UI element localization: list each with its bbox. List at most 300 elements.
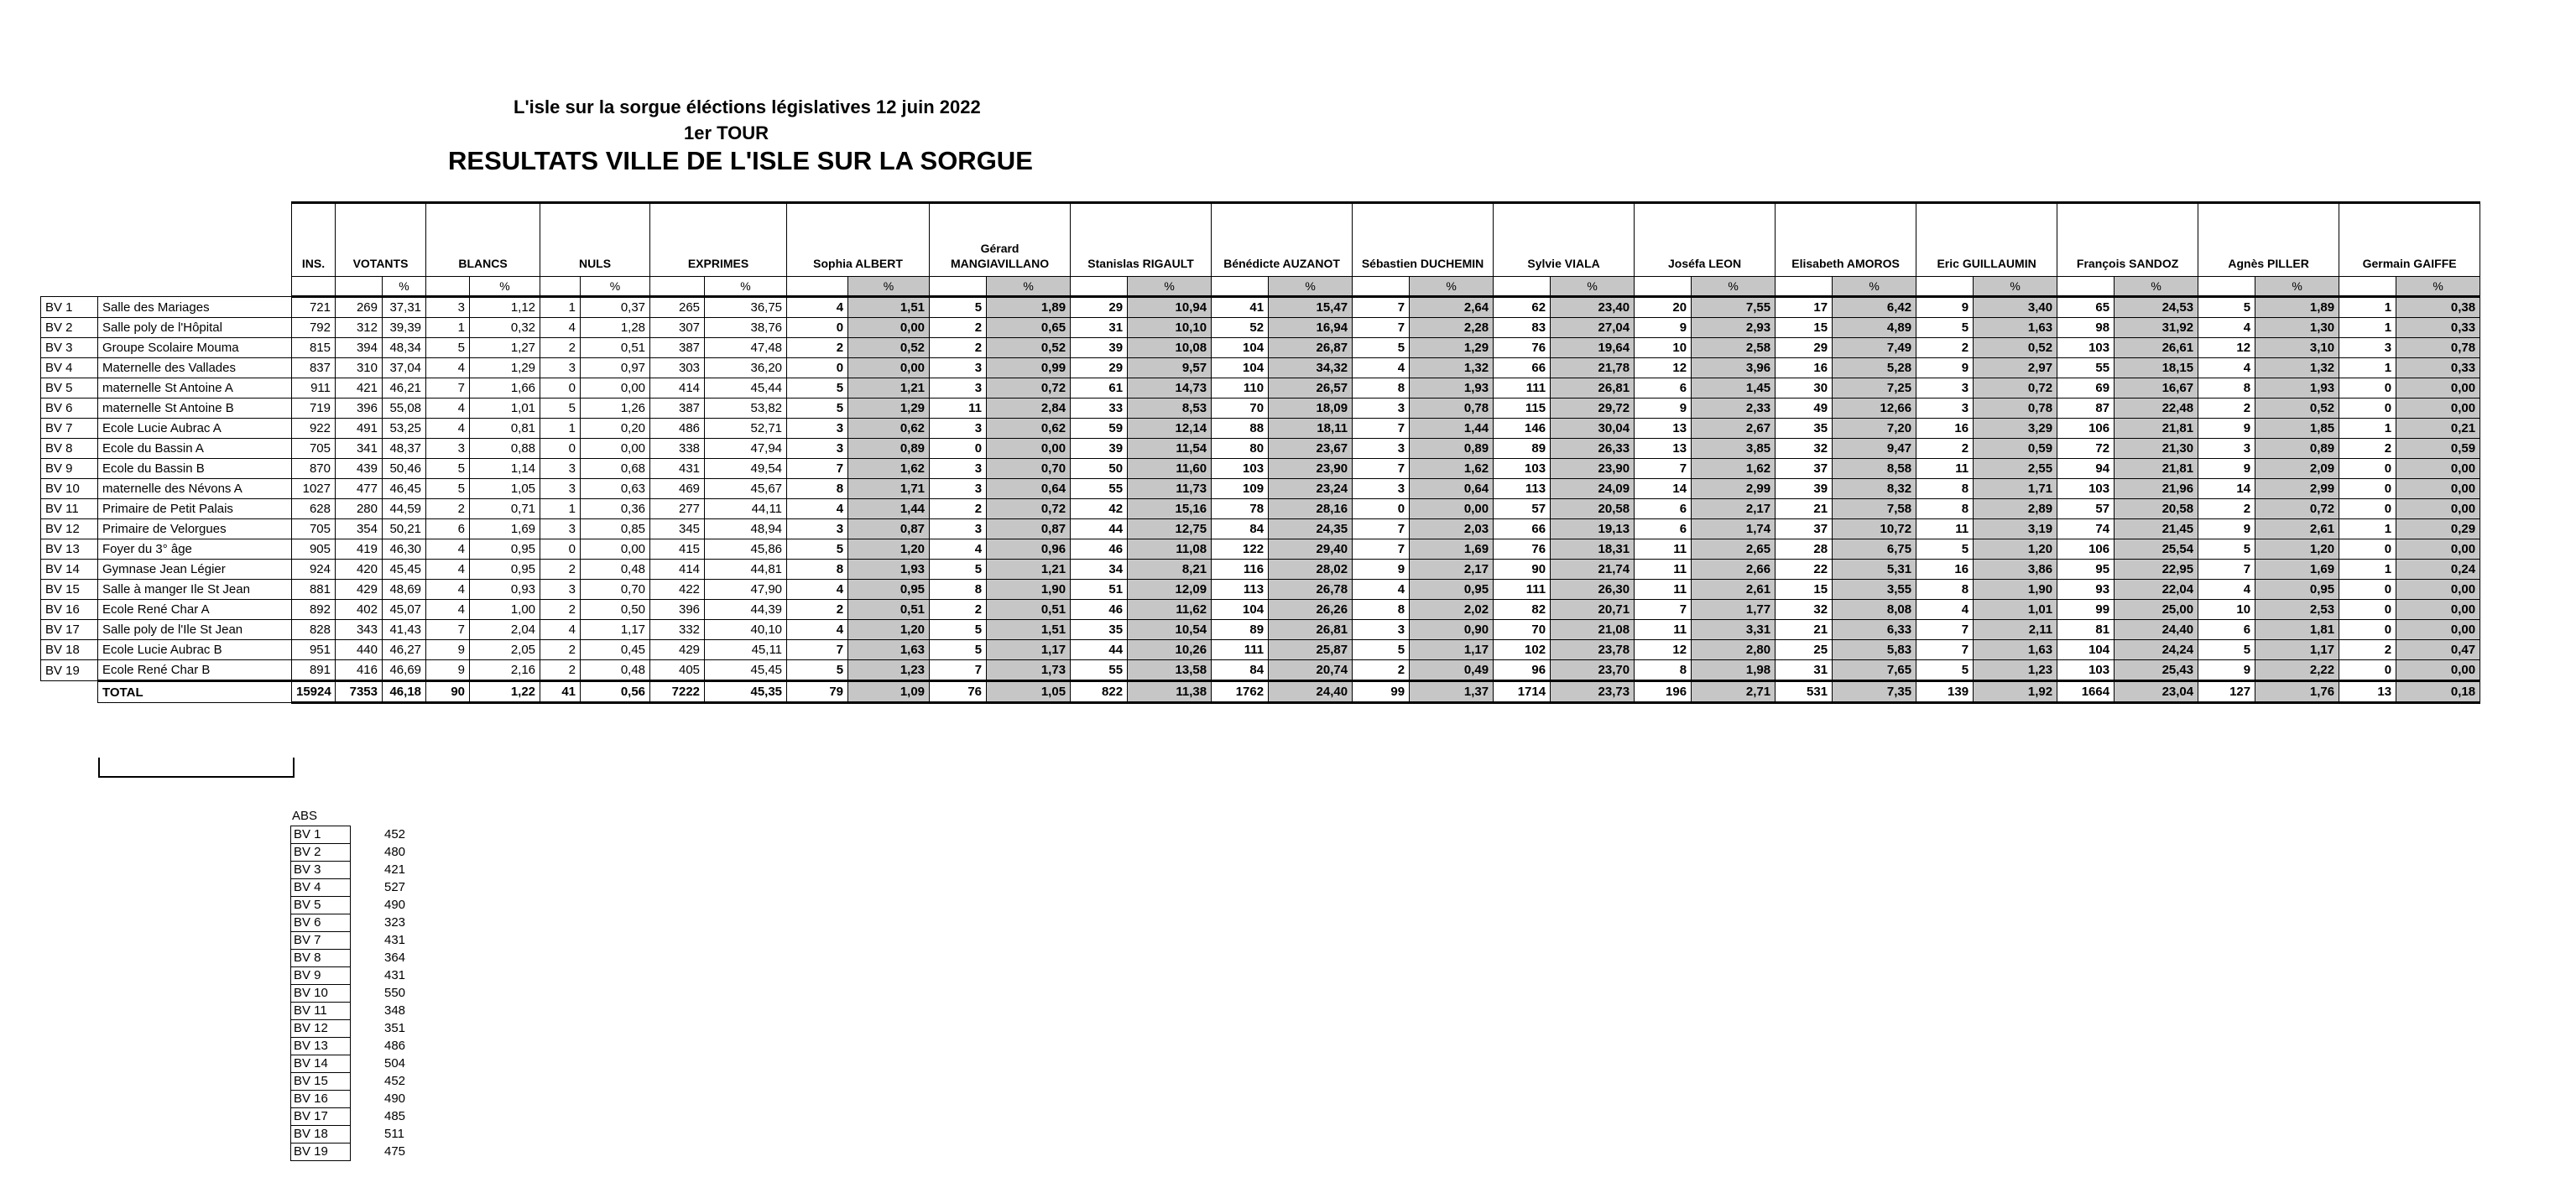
table-cell: 1,71 (848, 479, 930, 499)
table-cell: 6,75 (1833, 539, 1916, 560)
table-cell: 10 (1635, 338, 1692, 358)
table-cell: 26,81 (1551, 378, 1635, 399)
table-cell: 113 (1212, 580, 1269, 600)
abstention-row (291, 1091, 438, 1108)
table-cell: 8 (1635, 660, 1692, 681)
table-cell: 66 (1494, 358, 1551, 378)
table-cell: 3 (540, 519, 581, 539)
table-cell: 4,89 (1833, 318, 1916, 338)
table-cell: 19,64 (1551, 338, 1635, 358)
table-cell: 12 (2198, 338, 2255, 358)
table-cell: 80 (1212, 439, 1269, 459)
table-cell: 892 (292, 600, 336, 620)
table-cell: 1,32 (1410, 358, 1494, 378)
table-cell: 46,21 (383, 378, 426, 399)
table-cell: 1,01 (470, 399, 540, 419)
table-cell: 5 (930, 297, 987, 318)
table-cell: 0,78 (1410, 399, 1494, 419)
table-cell: 1,44 (848, 499, 930, 519)
bureau-id: BV 7 (41, 419, 98, 439)
table-cell: 0,00 (2396, 580, 2480, 600)
header-spacer (41, 277, 98, 297)
table-cell: 5,28 (1833, 358, 1916, 378)
table-cell: 1,63 (1974, 640, 2057, 660)
table-cell: 7 (1353, 519, 1410, 539)
table-cell: 3,31 (1692, 620, 1776, 640)
table-cell: 39 (1776, 479, 1833, 499)
table-cell: 0,49 (1410, 660, 1494, 681)
table-cell: 29 (1071, 358, 1128, 378)
subheader-pct: % (987, 277, 1071, 297)
table-cell: 3,19 (1974, 519, 2057, 539)
table-cell: 96 (1494, 660, 1551, 681)
table-cell: 1,14 (470, 459, 540, 479)
table-cell: 70 (1212, 399, 1269, 419)
table-cell: 1,17 (581, 620, 650, 640)
table-row (41, 419, 2576, 439)
table-cell: 22 (1776, 560, 1833, 580)
subheader-pct: % (848, 277, 930, 297)
table-cell: 5 (1916, 660, 1974, 681)
total-cell: 13 (2339, 681, 2396, 703)
table-cell: 49 (1776, 399, 1833, 419)
bureau-id: BV 13 (41, 539, 98, 560)
subheader-empty (2198, 277, 2255, 297)
abstention-count: 452 (384, 827, 406, 841)
header-ins: INS. (292, 203, 336, 277)
table-cell: 9 (1916, 297, 1974, 318)
table-cell: 5 (930, 640, 987, 660)
table-cell: 905 (292, 539, 336, 560)
table-cell: 0,00 (2396, 539, 2480, 560)
table-cell: 1,77 (1692, 600, 1776, 620)
table-cell: 0 (2339, 399, 2396, 419)
table-cell: 9,47 (1833, 439, 1916, 459)
table-cell: 94 (2057, 459, 2115, 479)
table-cell: 1,12 (470, 297, 540, 318)
table-cell: 34,32 (1269, 358, 1353, 378)
table-cell: 439 (336, 459, 383, 479)
table-cell: 57 (2057, 499, 2115, 519)
total-cell: 0,56 (581, 681, 650, 703)
table-cell: 2 (930, 600, 987, 620)
abstention-row (291, 1108, 438, 1126)
table-cell: 11 (1635, 560, 1692, 580)
table-cell: 429 (336, 580, 383, 600)
table-cell: 2,80 (1692, 640, 1776, 660)
table-cell: 3 (930, 519, 987, 539)
table-cell: 5 (787, 539, 848, 560)
table-cell: 0,48 (581, 560, 650, 580)
abstention-count: 511 (384, 1127, 404, 1141)
table-cell: 39 (1071, 338, 1128, 358)
table-cell: 1,89 (2255, 297, 2339, 318)
table-cell: 1,62 (848, 459, 930, 479)
table-cell: 0,63 (581, 479, 650, 499)
abstention-row (291, 1073, 438, 1091)
abstention-row (291, 897, 438, 914)
table-cell: 9 (426, 640, 470, 660)
total-cell: 76 (930, 681, 987, 703)
candidate-header: Bénédicte AUZANOT (1212, 203, 1353, 277)
table-cell: 0,38 (2396, 297, 2480, 318)
table-cell: 0 (2339, 479, 2396, 499)
table-cell: 9 (1916, 358, 1974, 378)
table-cell: 277 (650, 499, 705, 519)
table-cell: 1,21 (848, 378, 930, 399)
table-cell: 11,73 (1128, 479, 1212, 499)
table-cell: 9 (2198, 459, 2255, 479)
table-cell: 26,81 (1269, 620, 1353, 640)
table-cell: 3 (787, 439, 848, 459)
table-cell: 89 (1494, 439, 1551, 459)
table-cell: 5 (1353, 338, 1410, 358)
table-cell: 8 (787, 560, 848, 580)
table-cell: 0 (2339, 620, 2396, 640)
table-cell: 7 (1635, 600, 1692, 620)
table-cell: 0,48 (581, 660, 650, 681)
total-cell: 196 (1635, 681, 1692, 703)
header-blancs: BLANCS (426, 203, 540, 277)
table-cell: 5 (2198, 640, 2255, 660)
header-spacer (98, 277, 292, 297)
table-cell: 24,35 (1269, 519, 1353, 539)
table-cell: 1,69 (470, 519, 540, 539)
abstention-row (291, 826, 438, 844)
table-cell: 414 (650, 378, 705, 399)
table-row (41, 459, 2576, 479)
table-cell: 2,99 (1692, 479, 1776, 499)
table-cell: 440 (336, 640, 383, 660)
table-cell: 57 (1494, 499, 1551, 519)
table-cell: 55 (1071, 479, 1128, 499)
table-cell: 0,00 (2396, 459, 2480, 479)
table-cell: 5 (426, 459, 470, 479)
table-cell: 1,17 (2255, 640, 2339, 660)
table-cell: 4 (426, 399, 470, 419)
table-cell: 0,70 (987, 459, 1071, 479)
table-cell: 5 (1353, 640, 1410, 660)
table-cell: 5 (2198, 539, 2255, 560)
table-cell: 1 (2339, 297, 2396, 318)
table-cell: 39,39 (383, 318, 426, 338)
subheader-pct: % (581, 277, 650, 297)
bureau-site: maternelle des Névons A (98, 479, 292, 499)
table-row (41, 399, 2576, 419)
abstention-row (291, 1126, 438, 1144)
table-cell: 387 (650, 399, 705, 419)
table-cell: 55 (2057, 358, 2115, 378)
table-cell: 46,30 (383, 539, 426, 560)
table-cell: 3,10 (2255, 338, 2339, 358)
table-cell: 37 (1776, 519, 1833, 539)
table-cell: 3 (1353, 439, 1410, 459)
table-cell: 26,57 (1269, 378, 1353, 399)
table-cell: 0,51 (987, 600, 1071, 620)
table-cell: 4 (426, 560, 470, 580)
table-cell: 2,67 (1692, 419, 1776, 439)
table-cell: 23,78 (1551, 640, 1635, 660)
total-cell: 139 (1916, 681, 1974, 703)
table-cell: 7 (2198, 560, 2255, 580)
table-cell: 4 (787, 580, 848, 600)
table-cell: 7,58 (1833, 499, 1916, 519)
total-cell: 90 (426, 681, 470, 703)
header-nuls: NULS (540, 203, 650, 277)
table-cell: 8 (930, 580, 987, 600)
table-cell: 24,40 (2115, 620, 2198, 640)
table-cell: 50,46 (383, 459, 426, 479)
table-cell: 0,59 (1974, 439, 2057, 459)
table-row (41, 439, 2576, 459)
table-cell: 0,24 (2396, 560, 2480, 580)
table-cell: 26,61 (2115, 338, 2198, 358)
table-cell: 88 (1212, 419, 1269, 439)
table-cell: 1,20 (1974, 539, 2057, 560)
table-cell: 10,94 (1128, 297, 1212, 318)
table-cell: 29 (1776, 338, 1833, 358)
table-cell: 12,75 (1128, 519, 1212, 539)
table-cell: 3 (930, 459, 987, 479)
table-cell: 2,55 (1974, 459, 2057, 479)
total-label: TOTAL (98, 681, 292, 703)
bureau-site: Salle à manger Ile St Jean (98, 580, 292, 600)
table-cell: 1,89 (987, 297, 1071, 318)
subheader-pct: % (1269, 277, 1353, 297)
bureau-id: BV 19 (41, 660, 98, 681)
subheader-empty (2057, 277, 2115, 297)
table-cell: 4 (1353, 580, 1410, 600)
table-cell: 2,58 (1692, 338, 1776, 358)
total-cell: 23,04 (2115, 681, 2198, 703)
table-cell: 0,51 (848, 600, 930, 620)
table-cell: 1027 (292, 479, 336, 499)
table-cell: 11 (1916, 459, 1974, 479)
table-cell: 20 (1635, 297, 1692, 318)
table-cell: 1 (2339, 318, 2396, 338)
abstention-bureau: BV 2 (291, 844, 351, 862)
abstention-bureau: BV 9 (291, 967, 351, 985)
table-cell: 5 (1916, 318, 1974, 338)
bureau-site: Ecole Lucie Aubrac B (98, 640, 292, 660)
table-row (41, 297, 2576, 318)
total-cell: 1664 (2057, 681, 2115, 703)
abstention-count: 421 (384, 862, 406, 877)
candidate-header: Stanislas RIGAULT (1071, 203, 1212, 277)
table-cell: 3 (930, 378, 987, 399)
table-cell: 23,90 (1551, 459, 1635, 479)
table-cell: 45,45 (383, 560, 426, 580)
table-cell: 4 (930, 539, 987, 560)
abstention-count: 485 (384, 1109, 406, 1123)
table-cell: 25,87 (1269, 640, 1353, 660)
table-cell: 44 (1071, 640, 1128, 660)
table-cell: 4 (1353, 358, 1410, 378)
table-cell: 11,54 (1128, 439, 1212, 459)
table-cell: 0,00 (1410, 499, 1494, 519)
table-cell: 828 (292, 620, 336, 640)
table-cell: 0,00 (581, 378, 650, 399)
total-cell: 99 (1353, 681, 1410, 703)
table-cell: 18,15 (2115, 358, 2198, 378)
abstention-bureau: BV 19 (291, 1144, 351, 1161)
table-cell: 1,00 (470, 600, 540, 620)
table-cell: 3 (1353, 620, 1410, 640)
table-cell: 35 (1776, 419, 1833, 439)
table-cell: 0,59 (2396, 439, 2480, 459)
subheader-empty (2339, 277, 2396, 297)
table-cell: 0,21 (2396, 419, 2480, 439)
table-cell: 1 (2339, 358, 2396, 378)
table-cell: 11 (1635, 580, 1692, 600)
table-cell: 1,69 (2255, 560, 2339, 580)
table-cell: 1,63 (848, 640, 930, 660)
table-cell: 106 (2057, 539, 2115, 560)
table-cell: 396 (650, 600, 705, 620)
table-cell: 7 (1353, 297, 1410, 318)
table-cell: 1,20 (848, 539, 930, 560)
table-cell: 14,73 (1128, 378, 1212, 399)
table-cell: 104 (1212, 338, 1269, 358)
table-cell: 1,29 (470, 358, 540, 378)
header-spacer (98, 203, 292, 277)
table-cell: 922 (292, 419, 336, 439)
table-cell: 115 (1494, 399, 1551, 419)
table-cell: 55,08 (383, 399, 426, 419)
table-cell: 21,81 (2115, 459, 2198, 479)
table-cell: 7,49 (1833, 338, 1916, 358)
table-cell: 24,09 (1551, 479, 1635, 499)
abstention-bureau: BV 18 (291, 1126, 351, 1144)
table-cell: 422 (650, 580, 705, 600)
table-cell: 49,54 (705, 459, 787, 479)
table-cell: 1,66 (470, 378, 540, 399)
table-cell: 0,00 (2396, 600, 2480, 620)
abstention-row (291, 844, 438, 862)
table-cell: 5 (787, 660, 848, 681)
table-cell: 2 (540, 640, 581, 660)
table-row (41, 560, 2576, 580)
bureau-site: Primaire de Petit Palais (98, 499, 292, 519)
table-cell: 5 (2198, 297, 2255, 318)
table-cell: 22,95 (2115, 560, 2198, 580)
header-exprimes: EXPRIMES (650, 203, 787, 277)
table-cell: 491 (336, 419, 383, 439)
abstentions-table (290, 826, 438, 1161)
table-cell: 2 (540, 338, 581, 358)
table-cell: 0,00 (848, 358, 930, 378)
table-cell: 10,10 (1128, 318, 1212, 338)
table-cell: 307 (650, 318, 705, 338)
table-cell: 89 (1212, 620, 1269, 640)
table-cell: 881 (292, 580, 336, 600)
table-cell: 3 (1916, 378, 1974, 399)
table-cell: 110 (1212, 378, 1269, 399)
candidate-header: Sophia ALBERT (787, 203, 930, 277)
table-cell: 1 (540, 499, 581, 519)
table-cell: 7,25 (1833, 378, 1916, 399)
header-spacer (41, 203, 98, 277)
table-cell: 815 (292, 338, 336, 358)
table-cell: 9,57 (1128, 358, 1212, 378)
table-cell: 34 (1071, 560, 1128, 580)
round-label: 1er TOUR (684, 122, 769, 143)
table-cell: 40,10 (705, 620, 787, 640)
table-cell: 2,93 (1692, 318, 1776, 338)
table-cell: 2 (1353, 660, 1410, 681)
abstention-count: 351 (384, 1021, 406, 1035)
table-cell: 0,52 (1974, 338, 2057, 358)
subheader-empty (650, 277, 705, 297)
table-cell: 2 (426, 499, 470, 519)
table-cell: 9 (426, 660, 470, 681)
table-cell: 20,58 (1551, 499, 1635, 519)
table-cell: 31,92 (2115, 318, 2198, 338)
subheader-pct: % (1128, 277, 1212, 297)
table-cell: 12,14 (1128, 419, 1212, 439)
table-cell: 1,27 (470, 338, 540, 358)
table-cell: 76 (1494, 338, 1551, 358)
table-cell: 0,00 (2396, 499, 2480, 519)
table-cell: 0,33 (2396, 358, 2480, 378)
table-cell: 1,29 (848, 399, 930, 419)
total-cell: 1,92 (1974, 681, 2057, 703)
bureau-id: BV 12 (41, 519, 98, 539)
table-cell: 5,83 (1833, 640, 1916, 660)
table-cell: 2 (1916, 338, 1974, 358)
total-cell: 1,05 (987, 681, 1071, 703)
total-spacer (41, 681, 98, 703)
table-cell: 911 (292, 378, 336, 399)
table-cell: 387 (650, 338, 705, 358)
table-cell: 29,40 (1269, 539, 1353, 560)
table-cell: 9 (1635, 318, 1692, 338)
table-cell: 1,62 (1410, 459, 1494, 479)
table-cell: 30,04 (1551, 419, 1635, 439)
table-cell: 2 (787, 600, 848, 620)
table-cell: 21,74 (1551, 560, 1635, 580)
table-cell: 341 (336, 439, 383, 459)
table-cell: 9 (2198, 419, 2255, 439)
table-cell: 8,08 (1833, 600, 1916, 620)
table-cell: 44,11 (705, 499, 787, 519)
table-cell: 16,67 (2115, 378, 2198, 399)
table-cell: 23,67 (1269, 439, 1353, 459)
table-cell: 0,00 (581, 439, 650, 459)
table-cell: 1,05 (470, 479, 540, 499)
total-cell: 531 (1776, 681, 1833, 703)
table-cell: 37,04 (383, 358, 426, 378)
table-cell: 11 (1916, 519, 1974, 539)
table-cell: 3,85 (1692, 439, 1776, 459)
table-cell: 0,95 (470, 560, 540, 580)
total-cell: 2,71 (1692, 681, 1776, 703)
abstention-bureau: BV 16 (291, 1091, 351, 1108)
table-cell: 106 (2057, 419, 2115, 439)
table-cell: 5 (540, 399, 581, 419)
table-cell: 0,90 (1410, 620, 1494, 640)
abstention-bureau: BV 6 (291, 914, 351, 932)
table-cell: 0,81 (470, 419, 540, 439)
candidate-header: Elisabeth AMOROS (1776, 203, 1916, 277)
table-cell: 2,11 (1974, 620, 2057, 640)
table-row (41, 539, 2576, 560)
table-row (41, 499, 2576, 519)
table-cell: 0 (540, 439, 581, 459)
table-cell: 332 (650, 620, 705, 640)
table-cell: 104 (2057, 640, 2115, 660)
table-cell: 280 (336, 499, 383, 519)
